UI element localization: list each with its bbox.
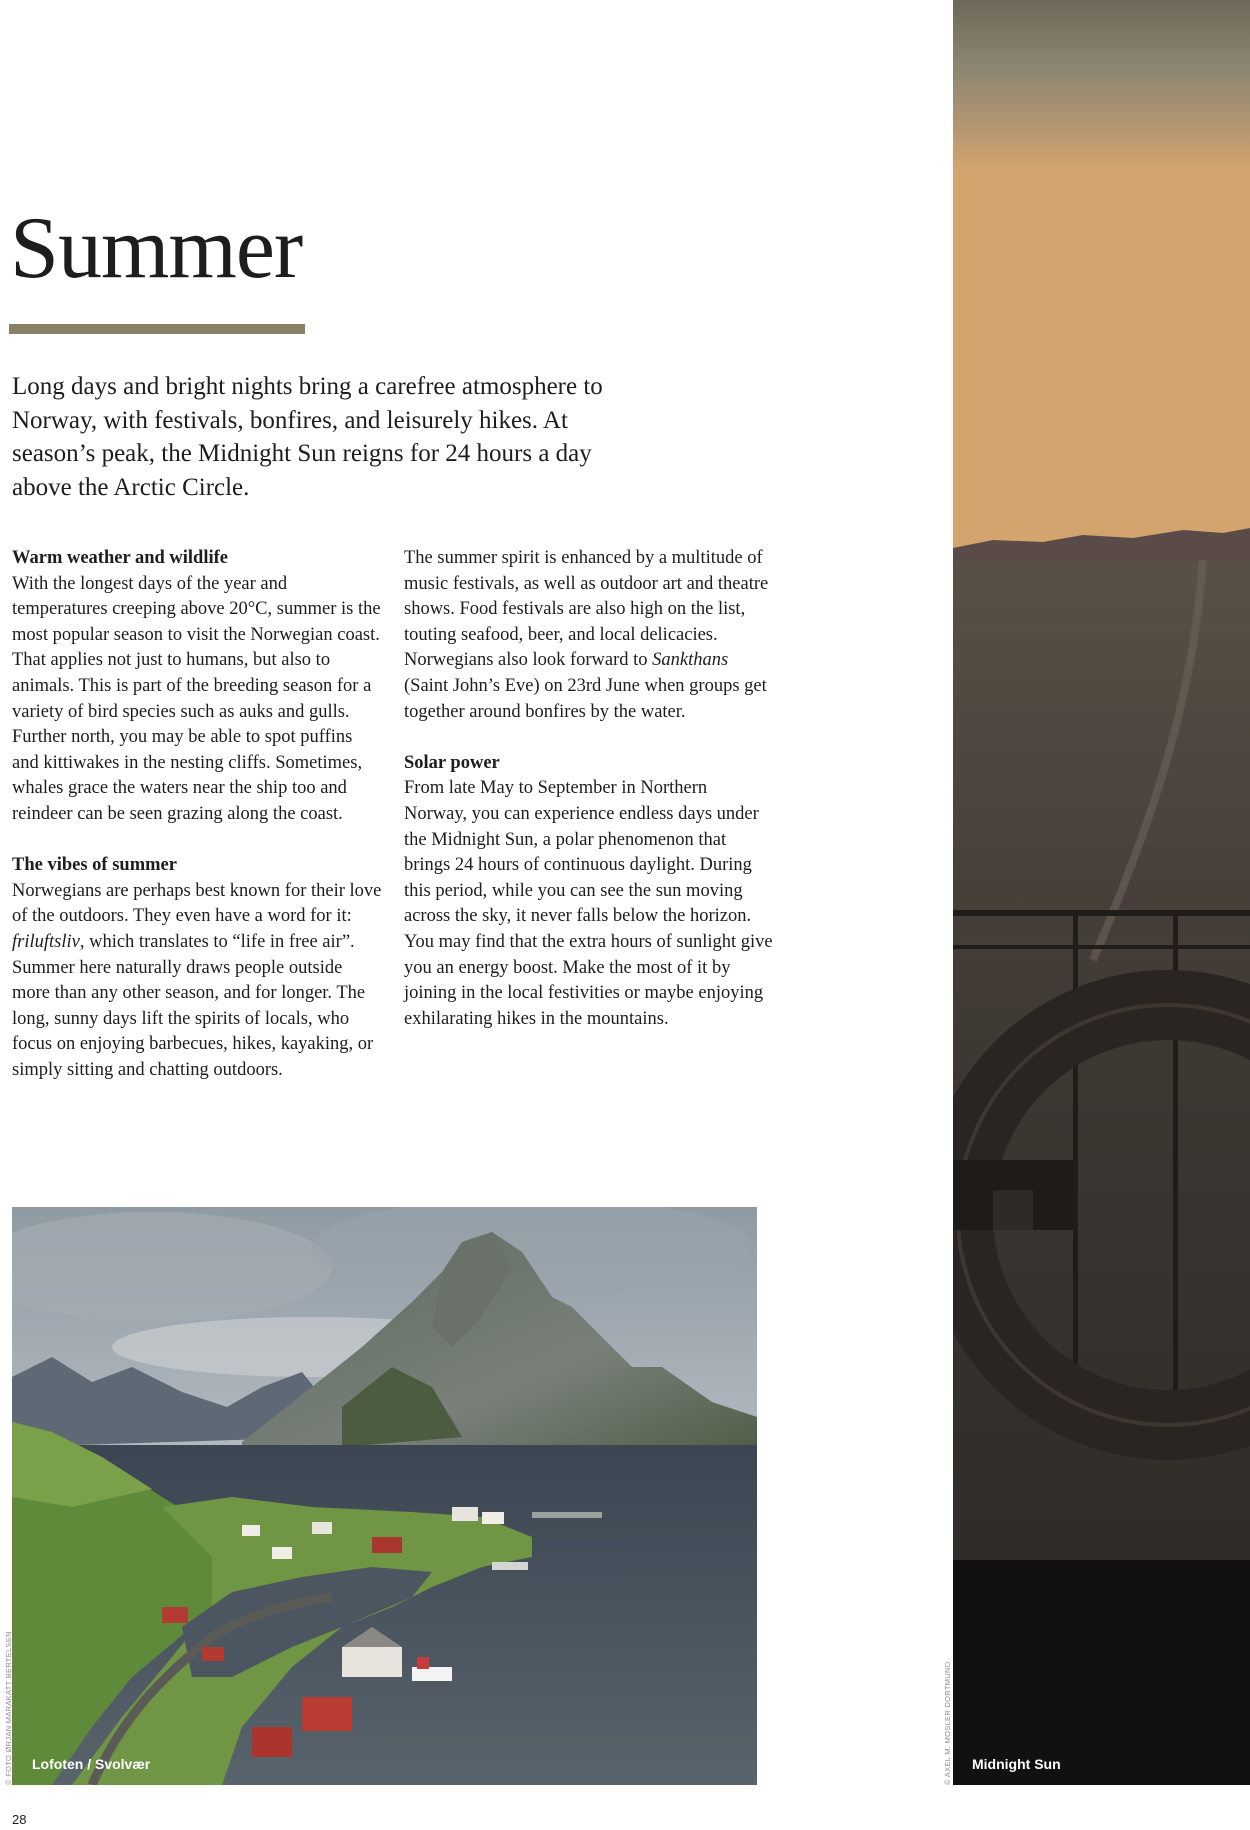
photo-caption-lofoten: Lofoten / Svolvær bbox=[32, 1756, 151, 1772]
title-rule bbox=[9, 324, 305, 334]
section-body-vibes bbox=[12, 879, 382, 1084]
page-title: Summer bbox=[10, 200, 303, 297]
section-body-solar-power: From late May to September in Northern Norway, you can experience endless days under the Midnight Sun, a polar phenomenon that brings 24 hours of continuous daylight. During this period, while you can see the sun moving across the sky, it never falls below the horizon. You may find that the extra hours of sunlight give you an energy boost. Make the most of it by joining in the local festivities or maybe enjoying exhilarating hikes in the mountains. bbox=[404, 778, 773, 1029]
midnight-sun-image bbox=[953, 0, 1250, 1785]
section-heading-warm-weather: Warm weather and wildlife bbox=[12, 548, 228, 568]
section-heading-vibes: The vibes of summer bbox=[12, 855, 177, 876]
intro-paragraph: Long days and bright nights bring a carefree atmosphere to Norway, with festivals, bonfires, and leisurely hikes. At season’s peak, the Midnight Sun reigns for 24 hours a day above the Arctic Circle. bbox=[12, 373, 603, 501]
emphasis-friluftsliv: friluftsliv bbox=[12, 931, 80, 952]
photo-credit-midnight-sun: © AXEL M. MOSLER DORTMUND bbox=[943, 1661, 952, 1785]
text-run: (Saint John’s Eve) on 23rd June when groups get together around bonfires by the water. bbox=[404, 675, 767, 722]
photo-caption-midnight-sun: Midnight Sun bbox=[972, 1756, 1061, 1772]
section-body-festivals bbox=[404, 546, 774, 725]
text-run: Norwegians are perhaps best known for their love of the outdoors. They even have a word for it: bbox=[12, 880, 382, 927]
text-run: The summer spirit is enhanced by a multitude of music festivals, as well as outdoor art and theatre shows. Food festivals are also high on the list, touting seafood, beer, and local delicacies. Norwegians also look forward to bbox=[404, 548, 769, 671]
photo-midnight-sun bbox=[953, 0, 1250, 1785]
text-column-left bbox=[12, 546, 382, 1109]
photo-credit-lofoten: © FOTO ØRJAN MARAKATT BERTELSEN bbox=[4, 1631, 13, 1785]
lofoten-landscape-image bbox=[12, 1207, 757, 1785]
section-heading-solar-power: Solar power bbox=[404, 752, 500, 773]
page-number: 28 bbox=[12, 1812, 27, 1827]
text-column-right bbox=[404, 546, 774, 1058]
text-run: , which translates to “life in free air”. Summer here naturally draws people outside more than any other season, and for longer. The long, sunny days lift the spirits of locals, who focus on enjoying barbecues, hikes, kayaking, or simply sitting and chatting outdoors. bbox=[12, 931, 374, 1080]
section-body-warm-weather: With the longest days of the year and temperatures creeping above 20°C, summer is the most popular season to visit the Norwegian coast. That applies not just to humans, but also to animals. This is part of the breeding season for a variety of bird species such as auks and gulls. Further north, you may be able to spot puffins and kittiwakes in the nesting cliffs. Sometimes, whales grace the waters near the ship too and reindeer can be seen grazing along the coast. bbox=[12, 573, 381, 824]
photo-lofoten bbox=[12, 1207, 757, 1785]
emphasis-sankthans: Sankthans bbox=[652, 650, 729, 671]
